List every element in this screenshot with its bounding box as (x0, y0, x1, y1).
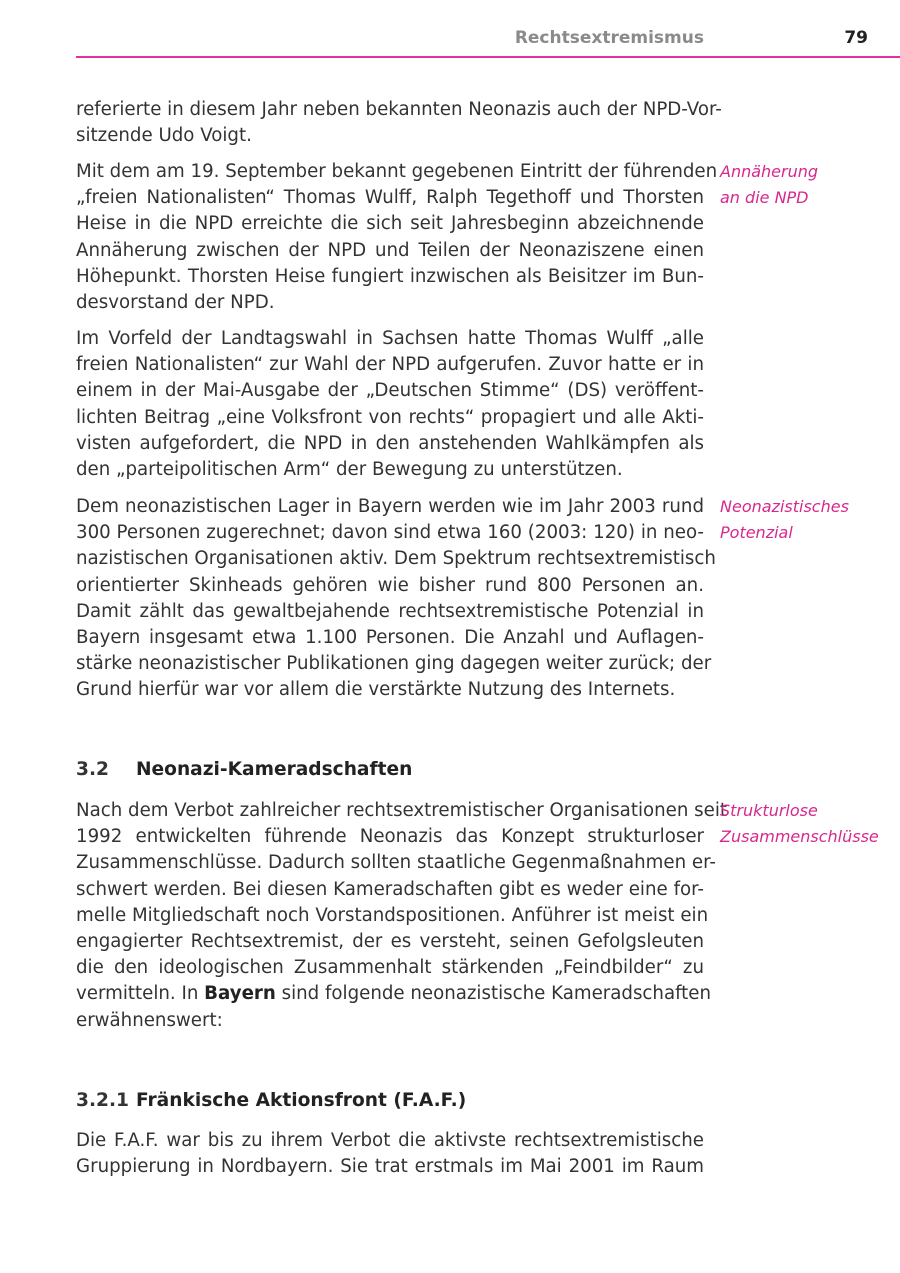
text-line: visten aufgefordert, die NPD in den anstehenden Wahlkämpfen als (76, 432, 704, 454)
paragraph-neonazi-potential (76, 494, 716, 704)
paragraph-continuation (76, 97, 722, 149)
text-line: Höhepunkt. Thorsten Heise fungiert inzwischen als Beisitzer im Bun- (76, 265, 704, 287)
page-number: 79 (844, 28, 868, 48)
text-line: Zusammenschlüsse. Dadurch sollten staatliche Gegenmaßnahmen er- (76, 852, 716, 874)
text-line: Grund hierfür war vor allem die verstärkte Nutzung des Internets. (76, 679, 676, 701)
text-line: Die F.A.F. war bis zu ihrem Verbot die aktivste rechtsextremistische (76, 1130, 704, 1151)
header-divider (76, 56, 900, 58)
text-line: Im Vorfeld der Landtagswahl in Sachsen hatte Thomas Wulff „alle (76, 328, 704, 349)
paragraph-kameradschaften (76, 798, 728, 1034)
text-line: nazistischen Organisationen aktiv. Dem Spektrum rechtsextremistisch (76, 548, 716, 570)
text-line: 1992 entwickelten führende Neonazis das Konzept strukturloser (76, 826, 704, 848)
text-fragment: vermitteln. In (76, 983, 205, 1005)
text-line: Damit zählt das gewaltbejahende rechtsextremistische Potenzial in (76, 600, 704, 622)
margin-note-line: Zusammenschlüsse (720, 827, 879, 847)
section-heading-3-2-1 (76, 1088, 704, 1114)
section-heading-3-2 (76, 757, 704, 783)
running-title: Rechtsextremismus (514, 28, 704, 48)
text-line: Gruppierung in Nordbayern. Sie trat erstmals im Mai 2001 im Raum (76, 1156, 704, 1178)
text-line: erwähnenswert: (76, 1009, 223, 1031)
paragraph-saxony-election (76, 326, 704, 483)
text-line: 300 Personen zugerechnet; davon sind etwa 160 (2003: 120) in neo- (76, 522, 704, 544)
section-number: 3.2.1 (76, 1090, 129, 1111)
text-line: lichten Beitrag „eine Volksfront von rechts“ propagiert und alle Akti- (76, 406, 704, 428)
section-number: 3.2 (76, 759, 109, 780)
paragraph-faf (76, 1128, 704, 1180)
text-line: Dem neonazistischen Lager in Bayern werden wie im Jahr 2003 rund (76, 496, 704, 517)
text-fragment: sind folgende neonazistische Kameradschaften (275, 983, 712, 1005)
section-title: Fränkische Aktionsfront (F.A.F.) (136, 1090, 467, 1111)
section-title: Neonazi-Kameradschaften (136, 759, 413, 780)
margin-note-line: Potenzial (720, 523, 793, 543)
margin-note-line: Annäherung (720, 162, 819, 181)
text-line: orientierter Skinheads gehören wie bisher rund 800 Personen an. (76, 574, 704, 596)
text-line: schwert werden. Bei diesen Kameradschaften gibt es weder eine for- (76, 878, 704, 900)
text-line: referierte in diesem Jahr neben bekannten Neonazis auch der NPD-Vor- (76, 99, 722, 120)
margin-note-potenzial (720, 494, 896, 546)
text-line (76, 981, 712, 1007)
margin-note-annaeherung (720, 159, 896, 211)
text-line: Mit dem am 19. September bekannt gegebenen Eintritt der führenden (76, 161, 718, 182)
text-line: freien Nationalisten“ zur Wahl der NPD aufgerufen. Zuvor hatte er in (76, 354, 704, 376)
text-line: Annäherung zwischen der NPD und Teilen der Neonaziszene einen (76, 239, 704, 261)
text-line: den „parteipolitischen Arm“ der Bewegung zu unterstützen. (76, 459, 623, 481)
text-line: desvorstand der NPD. (76, 292, 275, 314)
text-line: stärke neonazistischer Publikationen ging dagegen weiter zurück; der (76, 653, 712, 675)
margin-note-strukturlose (720, 798, 896, 850)
margin-note-line: Neonazistisches (720, 497, 849, 516)
margin-note-line: Strukturlose (720, 801, 818, 820)
text-line: Bayern insgesamt etwa 1.100 Personen. Die Anzahl und Auflagen- (76, 627, 704, 649)
paragraph-npd-rapprochement (76, 159, 718, 316)
text-line: sitzende Udo Voigt. (76, 125, 252, 147)
text-line: die den ideologischen Zusammenhalt stärkenden „Feindbilder“ zu (76, 957, 704, 979)
text-line: melle Mitgliedschaft noch Vorstandspositionen. Anführer ist meist ein (76, 904, 709, 926)
text-line: einem in der Mai-Ausgabe der „Deutschen Stimme“ (DS) veröffent- (76, 380, 704, 402)
text-line: engagierter Rechtsextremist, der es versteht, seinen Gefolgsleuten (76, 931, 704, 953)
text-line: „freien Nationalisten“ Thomas Wulff, Ralph Tegethoff und Thorsten (76, 187, 704, 209)
emphasis-bayern: Bayern (204, 983, 276, 1005)
text-line: Heise in die NPD erreichte die sich seit Jahresbeginn abzeichnende (76, 213, 704, 235)
margin-note-line: an die NPD (720, 188, 809, 208)
text-line: Nach dem Verbot zahlreicher rechtsextremistischer Organisationen seit (76, 800, 728, 821)
